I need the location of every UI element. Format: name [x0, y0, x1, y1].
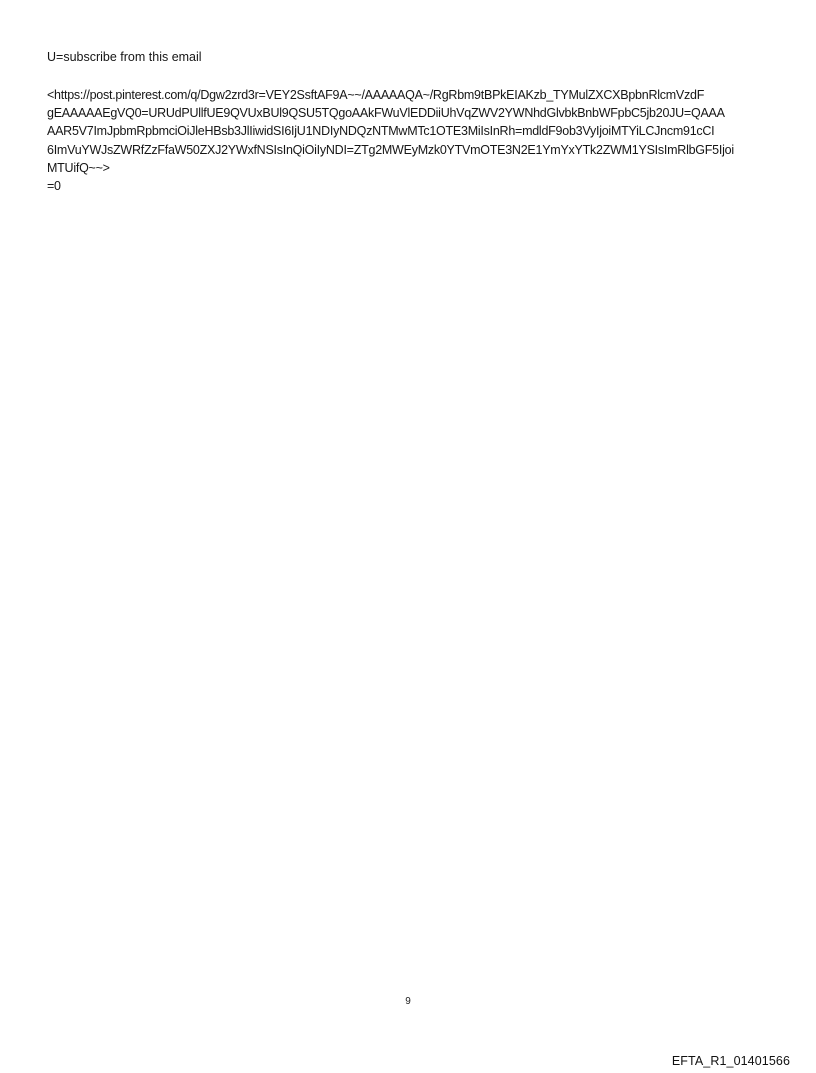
- url-line: AAR5V7ImJpbmRpbmciOiJleHBsb3JlIiwidSI6IjU1NDIyNDQzNTMwMTc1OTE3MiIsInRh=mdldF9ob3VyIjoiMTYiLCJncm91cCI: [47, 124, 715, 139]
- url-line: <https://post.pinterest.com/q/Dgw2zrd3r=VEY2SsftAF9A~~/AAAAAQA~/RgRbm9tBPkEIAKzb_TYMulZXCXBpbnRlcmVzdF: [47, 88, 705, 102]
- url-line: 6ImVuYWJsZWRfZzFfaW50ZXJ2YWxfNSIsInQiOiIyNDI=ZTg2MWEyMzk0YTVmOTE3N2E1YmYxYTk2ZWM1YSIsImRlbGF5Ijoi: [47, 142, 734, 157]
- url-line: =0: [47, 179, 61, 194]
- url-line: MTUifQ~~>: [47, 160, 110, 175]
- unsubscribe-url-block: [47, 86, 787, 195]
- page-number: 9: [405, 996, 411, 1007]
- bates-number: EFTA_R1_01401566: [671, 1054, 790, 1068]
- url-line: gEAAAAAEgVQ0=URUdPUllfUE9QVUxBUl9QSU5TQgoAAkFWuVlEDDiiUhVqZWV2YWNhdGlvbkBnbWFpbC5jb20JU=QAAA: [47, 106, 725, 121]
- unsubscribe-text: U=subscribe from this email: [47, 50, 202, 64]
